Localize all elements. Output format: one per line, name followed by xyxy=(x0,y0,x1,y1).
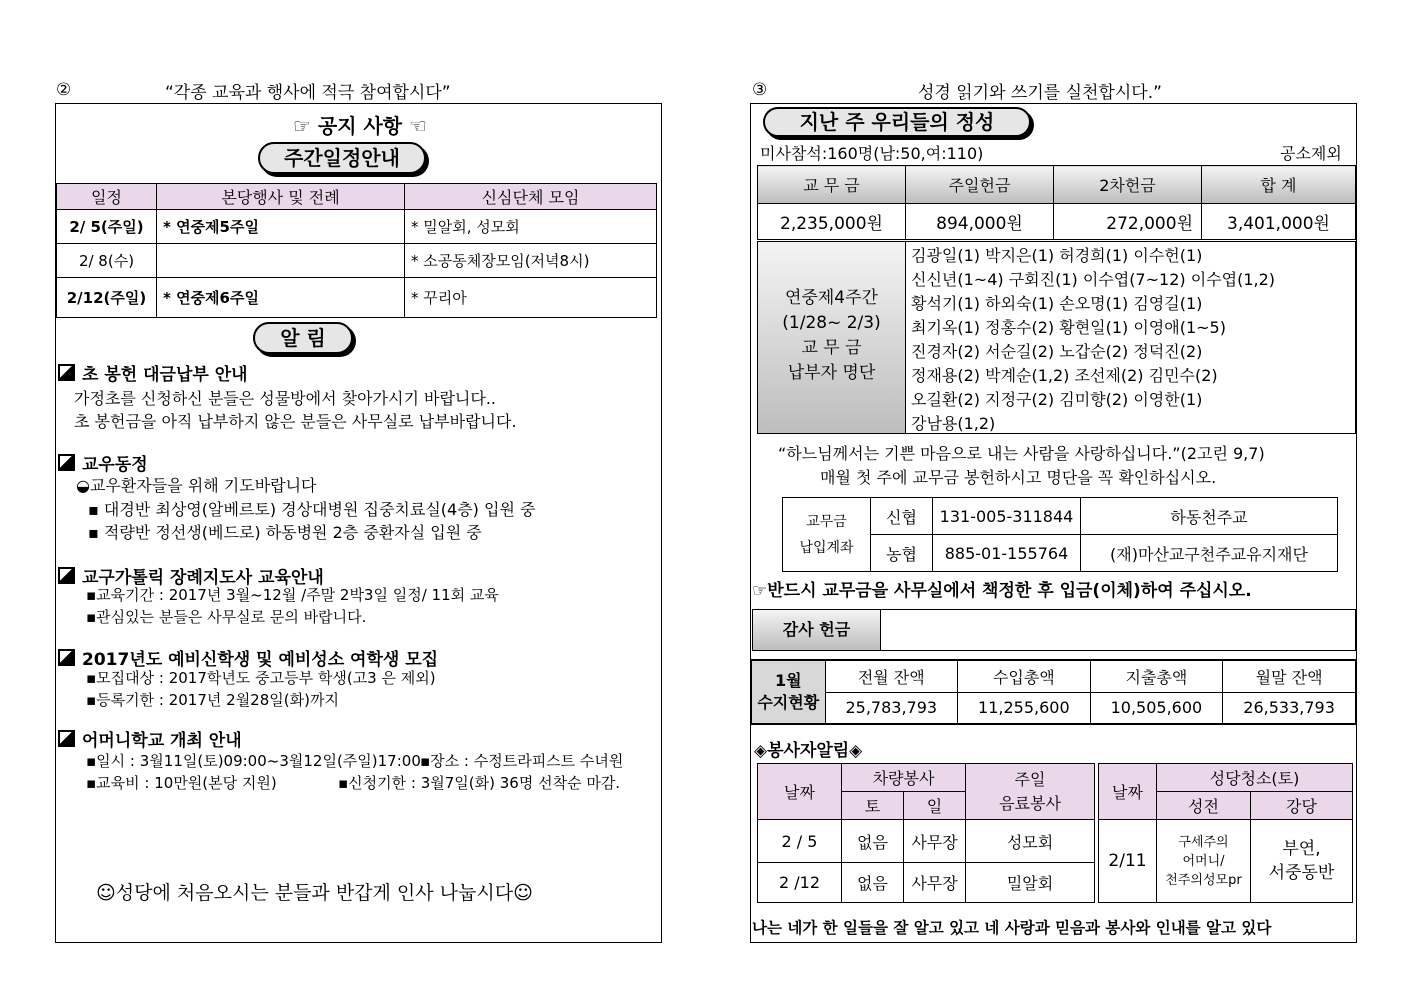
weekly-schedule-table xyxy=(56,183,657,318)
section-title: 어머니학교 개최 안내 xyxy=(58,726,242,751)
section-line: ▪ 적량반 정선생(베드로) 하동병원 2층 중환자실 입원 중 xyxy=(88,523,482,542)
offering-header: 2차헌금 xyxy=(1054,166,1202,204)
schedule-date: 2/12(주일) xyxy=(57,278,157,318)
bank-name: 신협 xyxy=(871,498,933,535)
vol-sat: 없음 xyxy=(842,820,904,863)
vol-header-sat: 토 xyxy=(842,792,904,820)
bible-quote: “하느님께서는 기쁜 마음으로 내는 사람을 사랑하십니다.”(2고린 9,7) xyxy=(778,444,1265,463)
section-title: 2017년도 예비신학생 및 예비성소 여학생 모집 xyxy=(58,645,438,670)
schedule-date: 2/ 5(주일) xyxy=(57,210,157,244)
checkbox-square-icon xyxy=(58,364,75,381)
section-line: ▪일시 : 3월11일(토)09:00~3월12일(주일)17:00 xyxy=(86,752,421,770)
vol-header-drink: 주일 음료봉사 xyxy=(966,764,1095,820)
list-item: 오길환(2) 지정구(2) 김미향(2) 이영한(1) xyxy=(911,390,1203,409)
offering-header: 합 계 xyxy=(1202,166,1356,204)
vol-sun: 사무장 xyxy=(904,863,966,903)
vol-sat: 없음 xyxy=(842,863,904,903)
vol-header-date2: 날짜 xyxy=(1099,764,1157,820)
table-row xyxy=(57,278,657,318)
table-row xyxy=(758,820,1095,863)
list-item: 진경자(2) 서순길(2) 노갑순(2) 정덕진(2) xyxy=(911,342,1203,361)
account-note: ☞반드시 교무금을 사무실에서 책정한 후 입금(이체)하여 주십시오. xyxy=(752,581,1252,601)
offering-table xyxy=(757,165,1356,240)
vol-header-clean: 성당청소(토) xyxy=(1157,764,1353,792)
vol-sun: 사무장 xyxy=(904,820,966,863)
section-line: ◒교우환자들을 위해 기도바랍니다 xyxy=(76,476,317,495)
account-holder: 하동천주교 xyxy=(1081,498,1338,535)
schedule-event: * 연중제5주일 xyxy=(157,210,405,244)
schedule-group: * 밀알회, 성모회 xyxy=(405,210,657,244)
account-number: 131-005-311844 xyxy=(933,498,1081,535)
section-line: ▪관심있는 분들은 사무실로 문의 바랍니다. xyxy=(86,608,367,626)
balance-header: 전월 잔액 xyxy=(825,660,958,692)
checkbox-square-icon xyxy=(58,567,75,584)
list-item: 강남용(1,2) xyxy=(911,414,996,433)
balance-table xyxy=(750,659,1357,725)
bottom-quote: 나는 네가 한 일들을 잘 알고 있고 네 사랑과 믿음과 봉사와 인내를 알고 있다 xyxy=(752,919,1272,937)
section-title: 초 봉헌 대금납부 안내 xyxy=(58,360,248,385)
schedule-event: * 연중제6주일 xyxy=(157,278,405,318)
checkbox-square-icon xyxy=(58,454,75,471)
balance-value: 11,255,600 xyxy=(958,692,1091,724)
section-line: ▪신청기한 : 3월7일(화) 36명 선착순 마감. xyxy=(338,774,621,792)
vol-sanctuary: 구세주의 어머니/ 천주의성모pr xyxy=(1157,820,1251,903)
vol-date: 2 /12 xyxy=(758,863,842,903)
schedule-event xyxy=(157,244,405,278)
motto-right: 성경 읽기와 쓰기를 실천합시다.” xyxy=(918,83,1162,103)
section-line: ▪교육비 : 10만원(본당 지원) xyxy=(86,774,277,792)
schedule-group: * 소공동체장모임(저녁8시) xyxy=(405,244,657,278)
account-label: 교무금 납입계좌 xyxy=(783,498,871,572)
vol-clean-date: 2/11 xyxy=(1099,820,1157,903)
reminder-text: 매월 첫 주에 교무금 봉헌하시고 명단을 꼭 확인하십시오. xyxy=(820,468,1217,487)
list-item: 신신년(1~4) 구회진(1) 이수엽(7~12) 이수엽(1,2) xyxy=(911,270,1276,289)
vol-hall: 부연, 서중동반 xyxy=(1251,820,1353,903)
balance-header: 지출총액 xyxy=(1090,660,1223,692)
motto-left: “각종 교육과 행사에 적극 참여합시다” xyxy=(165,83,451,103)
table-row xyxy=(57,210,657,244)
balance-value: 25,783,793 xyxy=(825,692,958,724)
alert-title: 알 림 xyxy=(253,322,353,354)
attendance-text: 미사참석:160명(남:50,여:110) xyxy=(760,144,984,163)
list-item: 황석기(1) 하외숙(1) 손오명(1) 김영길(1) xyxy=(911,294,1203,313)
vol-header-sun: 일 xyxy=(904,792,966,820)
offering-value: 3,401,000원 xyxy=(1202,204,1356,240)
volunteer-table-left xyxy=(757,763,1095,903)
schedule-title: 주간일정안내 xyxy=(258,142,426,174)
schedule-header-group: 신심단체 모임 xyxy=(405,184,657,210)
checkbox-square-icon xyxy=(58,730,75,747)
section-line: 초 봉헌금을 아직 납부하지 않은 분들은 사무실로 납부바랍니다. xyxy=(74,412,517,431)
offering-value: 272,000원 xyxy=(1054,204,1202,240)
page-number-left: ② xyxy=(56,80,72,100)
section-line: ▪모집대상 : 2017학년도 중고등부 학생(고3 은 제외) xyxy=(86,669,436,687)
list-item: 김광일(1) 박지은(1) 허경희(1) 이수헌(1) xyxy=(911,246,1203,265)
balance-value: 26,533,793 xyxy=(1223,692,1356,724)
list-item: 최기옥(1) 정홍수(2) 황현일(1) 이영애(1~5) xyxy=(911,318,1226,337)
schedule-date: 2/ 8(수) xyxy=(57,244,157,278)
offering-value: 2,235,000원 xyxy=(758,204,906,240)
excluded-text: 공소제외 xyxy=(1280,144,1342,163)
list-item: 정재용(2) 박계순(1,2) 조선제(2) 김민수(2) xyxy=(911,366,1218,385)
volunteer-table-right xyxy=(1098,763,1353,903)
volunteer-title: ◈봉사자알림◈ xyxy=(754,741,863,761)
schedule-group: * 꾸리아 xyxy=(405,278,657,318)
offering-title: 지난 주 우리들의 정성 xyxy=(763,107,1031,137)
table-row xyxy=(758,863,1095,903)
section-line: ▪교육기간 : 2017년 3월~12월 /주말 2박3일 일정/ 11회 교육 xyxy=(86,586,499,604)
vol-drink: 성모회 xyxy=(966,820,1095,863)
notice-title: ☞ 공지 사항 ☜ xyxy=(292,114,428,138)
page-number-right: ③ xyxy=(752,80,768,100)
offering-header: 교 무 금 xyxy=(758,166,906,204)
balance-label: 1월 수지현황 xyxy=(751,660,825,724)
donor-list xyxy=(911,244,1275,436)
vol-header-date: 날짜 xyxy=(758,764,842,820)
section-title: 교구가톨릭 장례지도사 교육안내 xyxy=(58,563,324,588)
checkbox-square-icon xyxy=(58,649,75,666)
welcome-footer: ☺성당에 처음오시는 분들과 반갑게 인사 나눕시다☺ xyxy=(96,882,533,904)
section-line: 가정초를 신청하신 분들은 성물방에서 찾아가시기 바랍니다.. xyxy=(74,389,497,408)
schedule-header-event: 본당행사 및 전례 xyxy=(157,184,405,210)
account-number: 885-01-155764 xyxy=(933,535,1081,572)
vol-drink: 밀알회 xyxy=(966,863,1095,903)
section-line: ▪ 대경반 최상영(알베르토) 경상대병원 집중치료실(4층) 입원 중 xyxy=(88,500,536,519)
account-table xyxy=(782,497,1338,572)
offering-header: 주일헌금 xyxy=(906,166,1054,204)
vol-header-sanctuary: 성전 xyxy=(1157,792,1251,820)
balance-value: 10,505,600 xyxy=(1090,692,1223,724)
vol-header-car: 차량봉사 xyxy=(842,764,966,792)
balance-header: 월말 잔액 xyxy=(1223,660,1356,692)
offering-value: 894,000원 xyxy=(906,204,1054,240)
schedule-header-date: 일정 xyxy=(57,184,157,210)
donor-label: 연중제4주간 (1/28~ 2/3) 교 무 금 납부자 명단 xyxy=(758,242,906,433)
section-line: ▪등록기한 : 2017년 2월28일(화)까지 xyxy=(86,691,339,709)
balance-header: 수입총액 xyxy=(958,660,1091,692)
thanks-label: 감사 헌금 xyxy=(753,610,881,650)
section-line: ▪장소 : 수정트라피스트 수녀원 xyxy=(420,752,624,770)
table-row xyxy=(57,244,657,278)
account-holder: (재)마산교구천주교유지재단 xyxy=(1081,535,1338,572)
vol-header-hall: 강당 xyxy=(1251,792,1353,820)
bank-name: 농협 xyxy=(871,535,933,572)
section-title: 교우동정 xyxy=(58,450,148,475)
table-row xyxy=(1099,820,1353,903)
vol-date: 2 / 5 xyxy=(758,820,842,863)
